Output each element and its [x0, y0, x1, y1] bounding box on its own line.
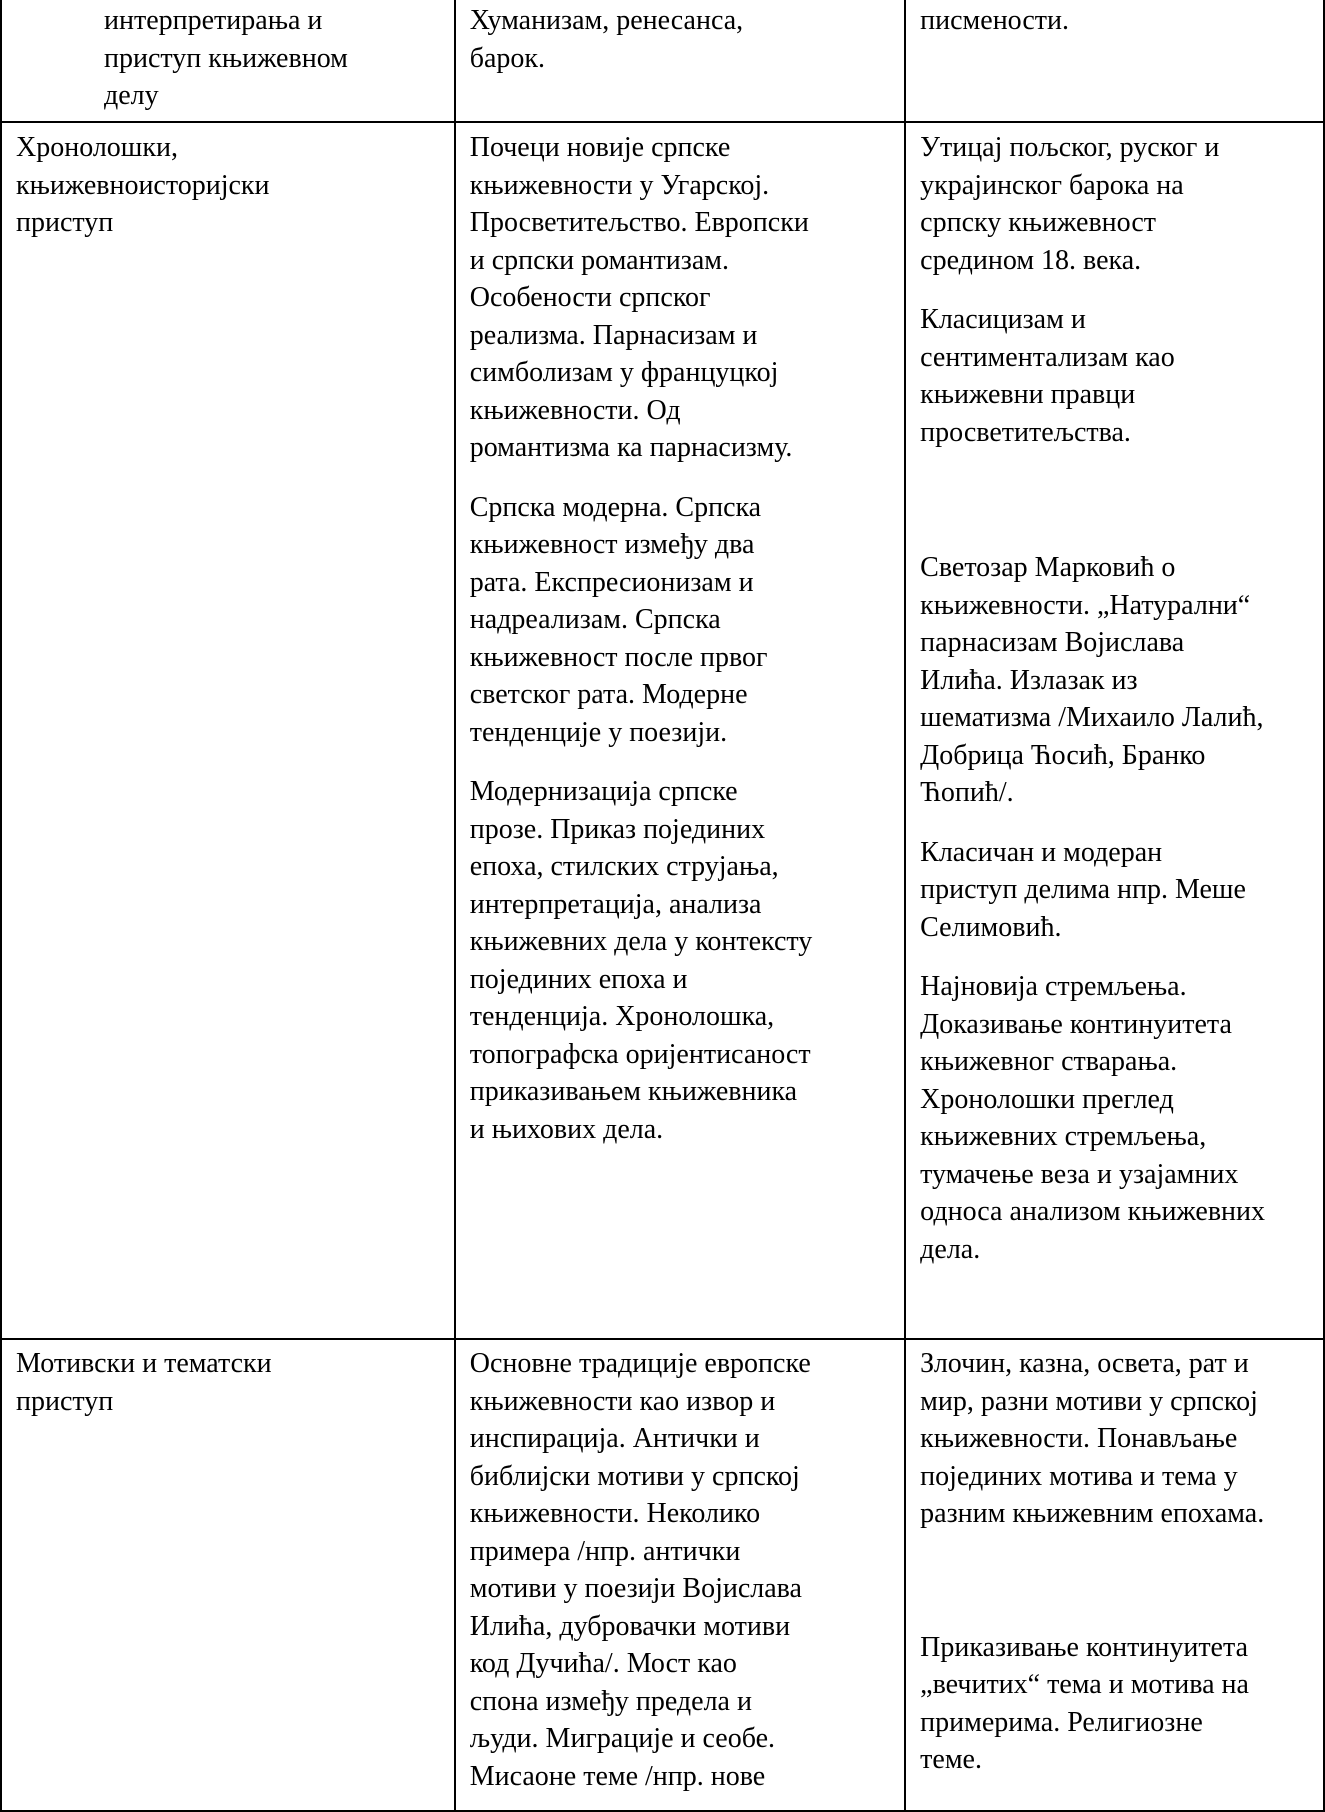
- cell-paragraph: Основне традиције европске књижевности као извор и инспирација. Антички и библијски мотиви у српској књижевности. Неколико примера /нпр. антички мотиви у поезији Војислава Илића, дубровачки мотиви код Дучића/. Мост као спона између предела и људи. Миграције и сеобе. Мисаоне теме /нпр. нове: [469, 1348, 811, 1792]
- table-row: [1, 1339, 1324, 1811]
- cell-text: Хронолошки, књижевноисторијски приступ: [16, 132, 270, 238]
- table-cell-approach: [1, 0, 455, 122]
- table-cell-notes: [905, 0, 1324, 122]
- cell-text: писмености.: [920, 5, 1070, 36]
- cell-paragraph: Злочин, казна, освета, рат и мир, разни мотиви у српској књижевности. Понављање појединих мотива и тема у разним књижевним епохама.: [920, 1348, 1265, 1529]
- table-cell-content: [455, 1339, 905, 1811]
- cell-paragraph: Српска модерна. Српска књижевност између два рата. Експресионизам и надреализам. Српска књижевност после првог светског рата. Модерне тенденције у поезији.: [469, 491, 768, 748]
- cell-paragraph: Најновија стремљења. Доказивање континуитета књижевног стварања. Хронолошки преглед књижевних стремљења, тумачење веза и узајамних односа анализом књижевних дела.: [920, 971, 1266, 1265]
- cell-paragraph: Класицизам и сентиментализам као књижевни правци просветитељства.: [920, 304, 1175, 448]
- table-row: [1, 0, 1324, 122]
- cell-text: Мотивски и тематски приступ: [16, 1348, 272, 1417]
- table-cell-content: [455, 122, 905, 1339]
- cell-paragraph: Класичан и модеран приступ делима нпр. Меше Селимовић.: [920, 836, 1246, 943]
- table-row: [1, 122, 1324, 1339]
- cell-paragraph: Светозар Марковић о књижевности. „Натурални“ парнасизам Војислава Илића. Излазак из шематизма /Михаило Лалић, Добрица Ћосић, Бранко Ћопић/.: [920, 552, 1264, 808]
- table-cell-notes: [905, 1339, 1324, 1811]
- cell-text: интерпретирања и приступ књижевном делу: [104, 5, 348, 111]
- cell-paragraph: Модернизација српске прозе. Приказ појединих епоха, стилских струјања, интерпретација, анализа књижевних дела у контексту појединих епоха и тенденција. Хронолошка, топографска оријентисаност приказивањем књижевника и њихових дела.: [469, 776, 813, 1145]
- table-cell-approach: [1, 122, 455, 1339]
- table-cell-content: [455, 0, 905, 122]
- table-cell-notes: [905, 122, 1324, 1339]
- cell-paragraph: Приказивање континуитета „вечитих“ тема и мотива на примерима. Религиозне теме.: [920, 1631, 1249, 1775]
- cell-text: Хуманизам, ренесанса, барок.: [469, 5, 744, 74]
- table-cell-approach: [1, 1339, 455, 1811]
- cell-paragraph: Утицај пољског, руског и украјинског барока на српску књижевност средином 18. века.: [920, 132, 1220, 276]
- cell-paragraph: Почеци новије српске књижевности у Угарској. Просветитељство. Европски и српски романтизам. Особености српског реализма. Парнасизам и симболизам у француцкој књижевности. Од романтизма ка парнасизму.: [469, 132, 809, 463]
